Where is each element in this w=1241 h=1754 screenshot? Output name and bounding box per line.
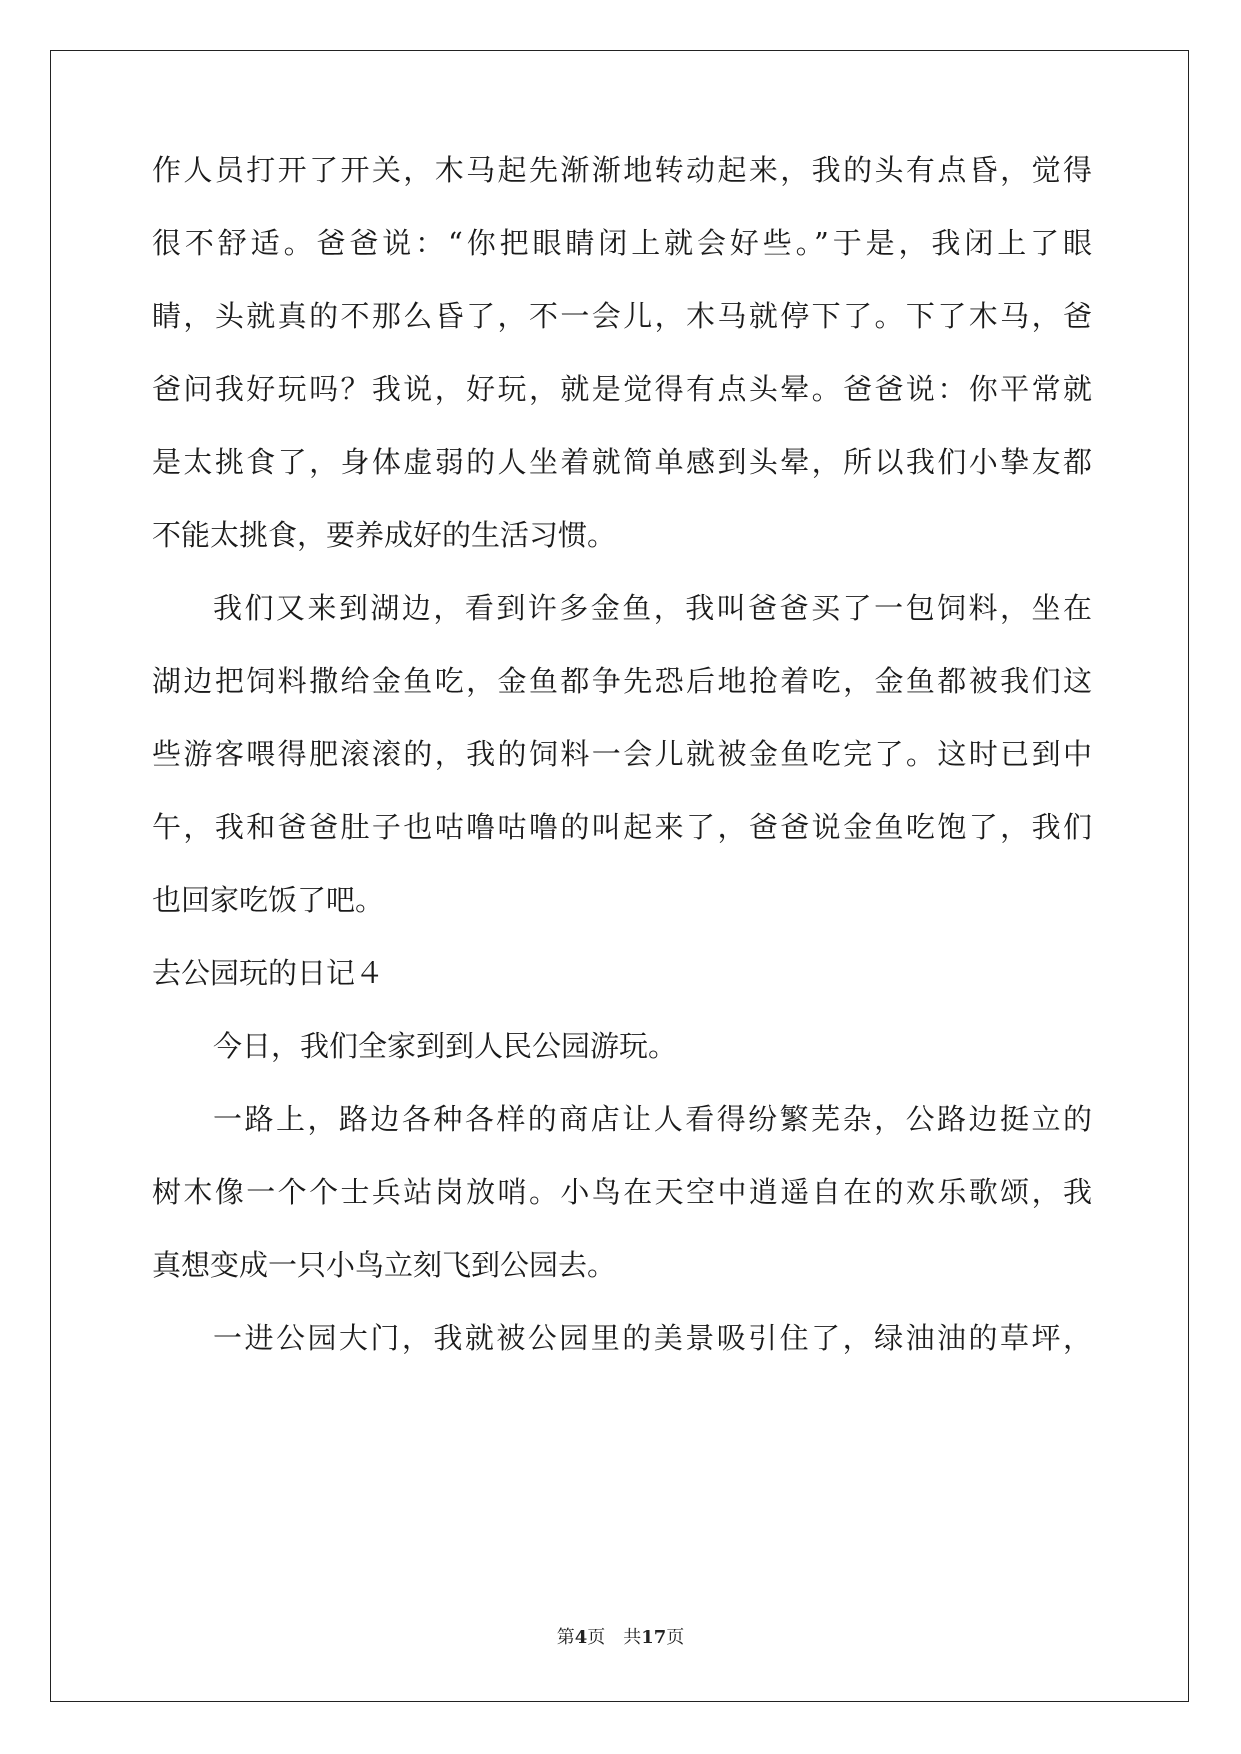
footer-total-prefix: 共 bbox=[623, 1627, 642, 1648]
text-line: 很不舒适。爸爸说：“你把眼睛闭上就会好些。”于是，我闭上了眼 bbox=[152, 226, 1092, 260]
footer-prefix: 第 bbox=[556, 1627, 575, 1648]
total-page-number: 17 bbox=[641, 1627, 667, 1648]
paragraph-first-line: 一进公园大门，我就被公园里的美景吸引住了，绿油油的草坪， bbox=[213, 1321, 1092, 1355]
text-line: 也回家吃饭了吧。 bbox=[152, 883, 385, 917]
text-line: 不能太挑食，要养成好的生活习惯。 bbox=[152, 518, 617, 552]
text-line: 真想变成一只小鸟立刻飞到公园去。 bbox=[152, 1248, 617, 1282]
text-line: 树木像一个个士兵站岗放哨。小鸟在天空中逍遥自在的欢乐歌颂，我 bbox=[152, 1175, 1092, 1209]
current-page-number: 4 bbox=[574, 1627, 588, 1648]
section-heading: 去公园玩的日记４ bbox=[152, 956, 385, 990]
page-footer bbox=[0, 1626, 1241, 1650]
text-line: 爸问我好玩吗？我说，好玩，就是觉得有点头晕。爸爸说：你平常就 bbox=[152, 372, 1092, 406]
text-line: 湖边把饲料撒给金鱼吃，金鱼都争先恐后地抢着吃，金鱼都被我们这 bbox=[152, 664, 1092, 698]
paragraph-first-line: 今日，我们全家到到人民公园游玩。 bbox=[213, 1029, 678, 1063]
text-line: 作人员打开了开关，木马起先渐渐地转动起来，我的头有点昏，觉得 bbox=[152, 153, 1092, 187]
paragraph-first-line: 我们又来到湖边，看到许多金鱼，我叫爸爸买了一包饲料，坐在 bbox=[213, 591, 1092, 625]
text-line: 睛，头就真的不那么昏了，不一会儿，木马就停下了。下了木马，爸 bbox=[152, 299, 1092, 333]
text-line: 些游客喂得肥滚滚的，我的饲料一会儿就被金鱼吃完了。这时已到中 bbox=[152, 737, 1092, 771]
paragraph-first-line: 一路上，路边各种各样的商店让人看得纷繁芜杂，公路边挺立的 bbox=[213, 1102, 1092, 1136]
text-line: 是太挑食了，身体虚弱的人坐着就简单感到头晕，所以我们小挚友都 bbox=[152, 445, 1092, 479]
text-line: 午，我和爸爸肚子也咕噜咕噜的叫起来了，爸爸说金鱼吃饱了，我们 bbox=[152, 810, 1092, 844]
footer-page-suffix: 页 bbox=[587, 1627, 606, 1648]
footer-total-suffix: 页 bbox=[666, 1627, 685, 1648]
